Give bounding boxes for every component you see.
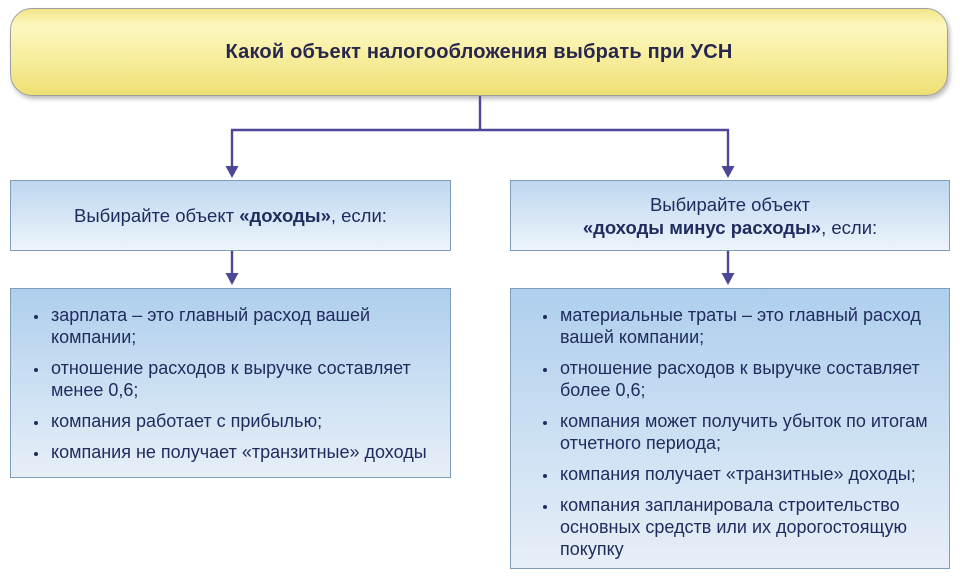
list-item: • зарплата – это главный расход вашей компании;	[49, 304, 442, 348]
arrow-down-icon	[722, 273, 735, 285]
header-text-bold: «доходы минус расходы»	[582, 216, 822, 238]
bullet-list	[511, 289, 949, 560]
right-branch-header	[510, 180, 950, 251]
list-item: • компания работает с прибылью;	[49, 410, 442, 432]
list-item: • компания не получает «транзитные» доходы	[49, 441, 442, 463]
right-branch-list	[510, 288, 950, 569]
arrow-down-icon	[722, 166, 735, 178]
list-item: • компания запланировала строительство основных средств или их дорогостоящую покупку	[558, 494, 931, 560]
list-item: • материальные траты – это главный расход вашей компании;	[558, 304, 931, 348]
header-text-line1: Выбирайте объект	[649, 193, 811, 215]
list-item: • компания может получить убыток по итогам отчетного периода;	[558, 410, 931, 454]
bullet-list	[11, 289, 450, 463]
left-branch-header-text	[74, 204, 387, 227]
arrow-down-icon	[226, 166, 239, 178]
list-item: • компания получает «транзитные» доходы;	[558, 463, 931, 485]
header-text-bold: «доходы»	[239, 205, 331, 226]
list-item: • отношение расходов к выручке составляет менее 0,6;	[49, 357, 442, 401]
header-text-suffix: , если:	[821, 216, 878, 238]
left-branch-list	[10, 288, 451, 478]
list-item: • отношение расходов к выручке составляет более 0,6;	[558, 357, 931, 401]
header-text-suffix: , если:	[330, 205, 387, 226]
page-title: Какой объект налогообложения выбрать при УСН	[225, 40, 733, 63]
arrow-down-icon	[226, 273, 239, 285]
left-branch-header	[10, 180, 451, 251]
title-box	[10, 8, 948, 96]
right-branch-header-text	[583, 193, 877, 239]
header-text-prefix: Выбирайте объект	[74, 205, 240, 226]
